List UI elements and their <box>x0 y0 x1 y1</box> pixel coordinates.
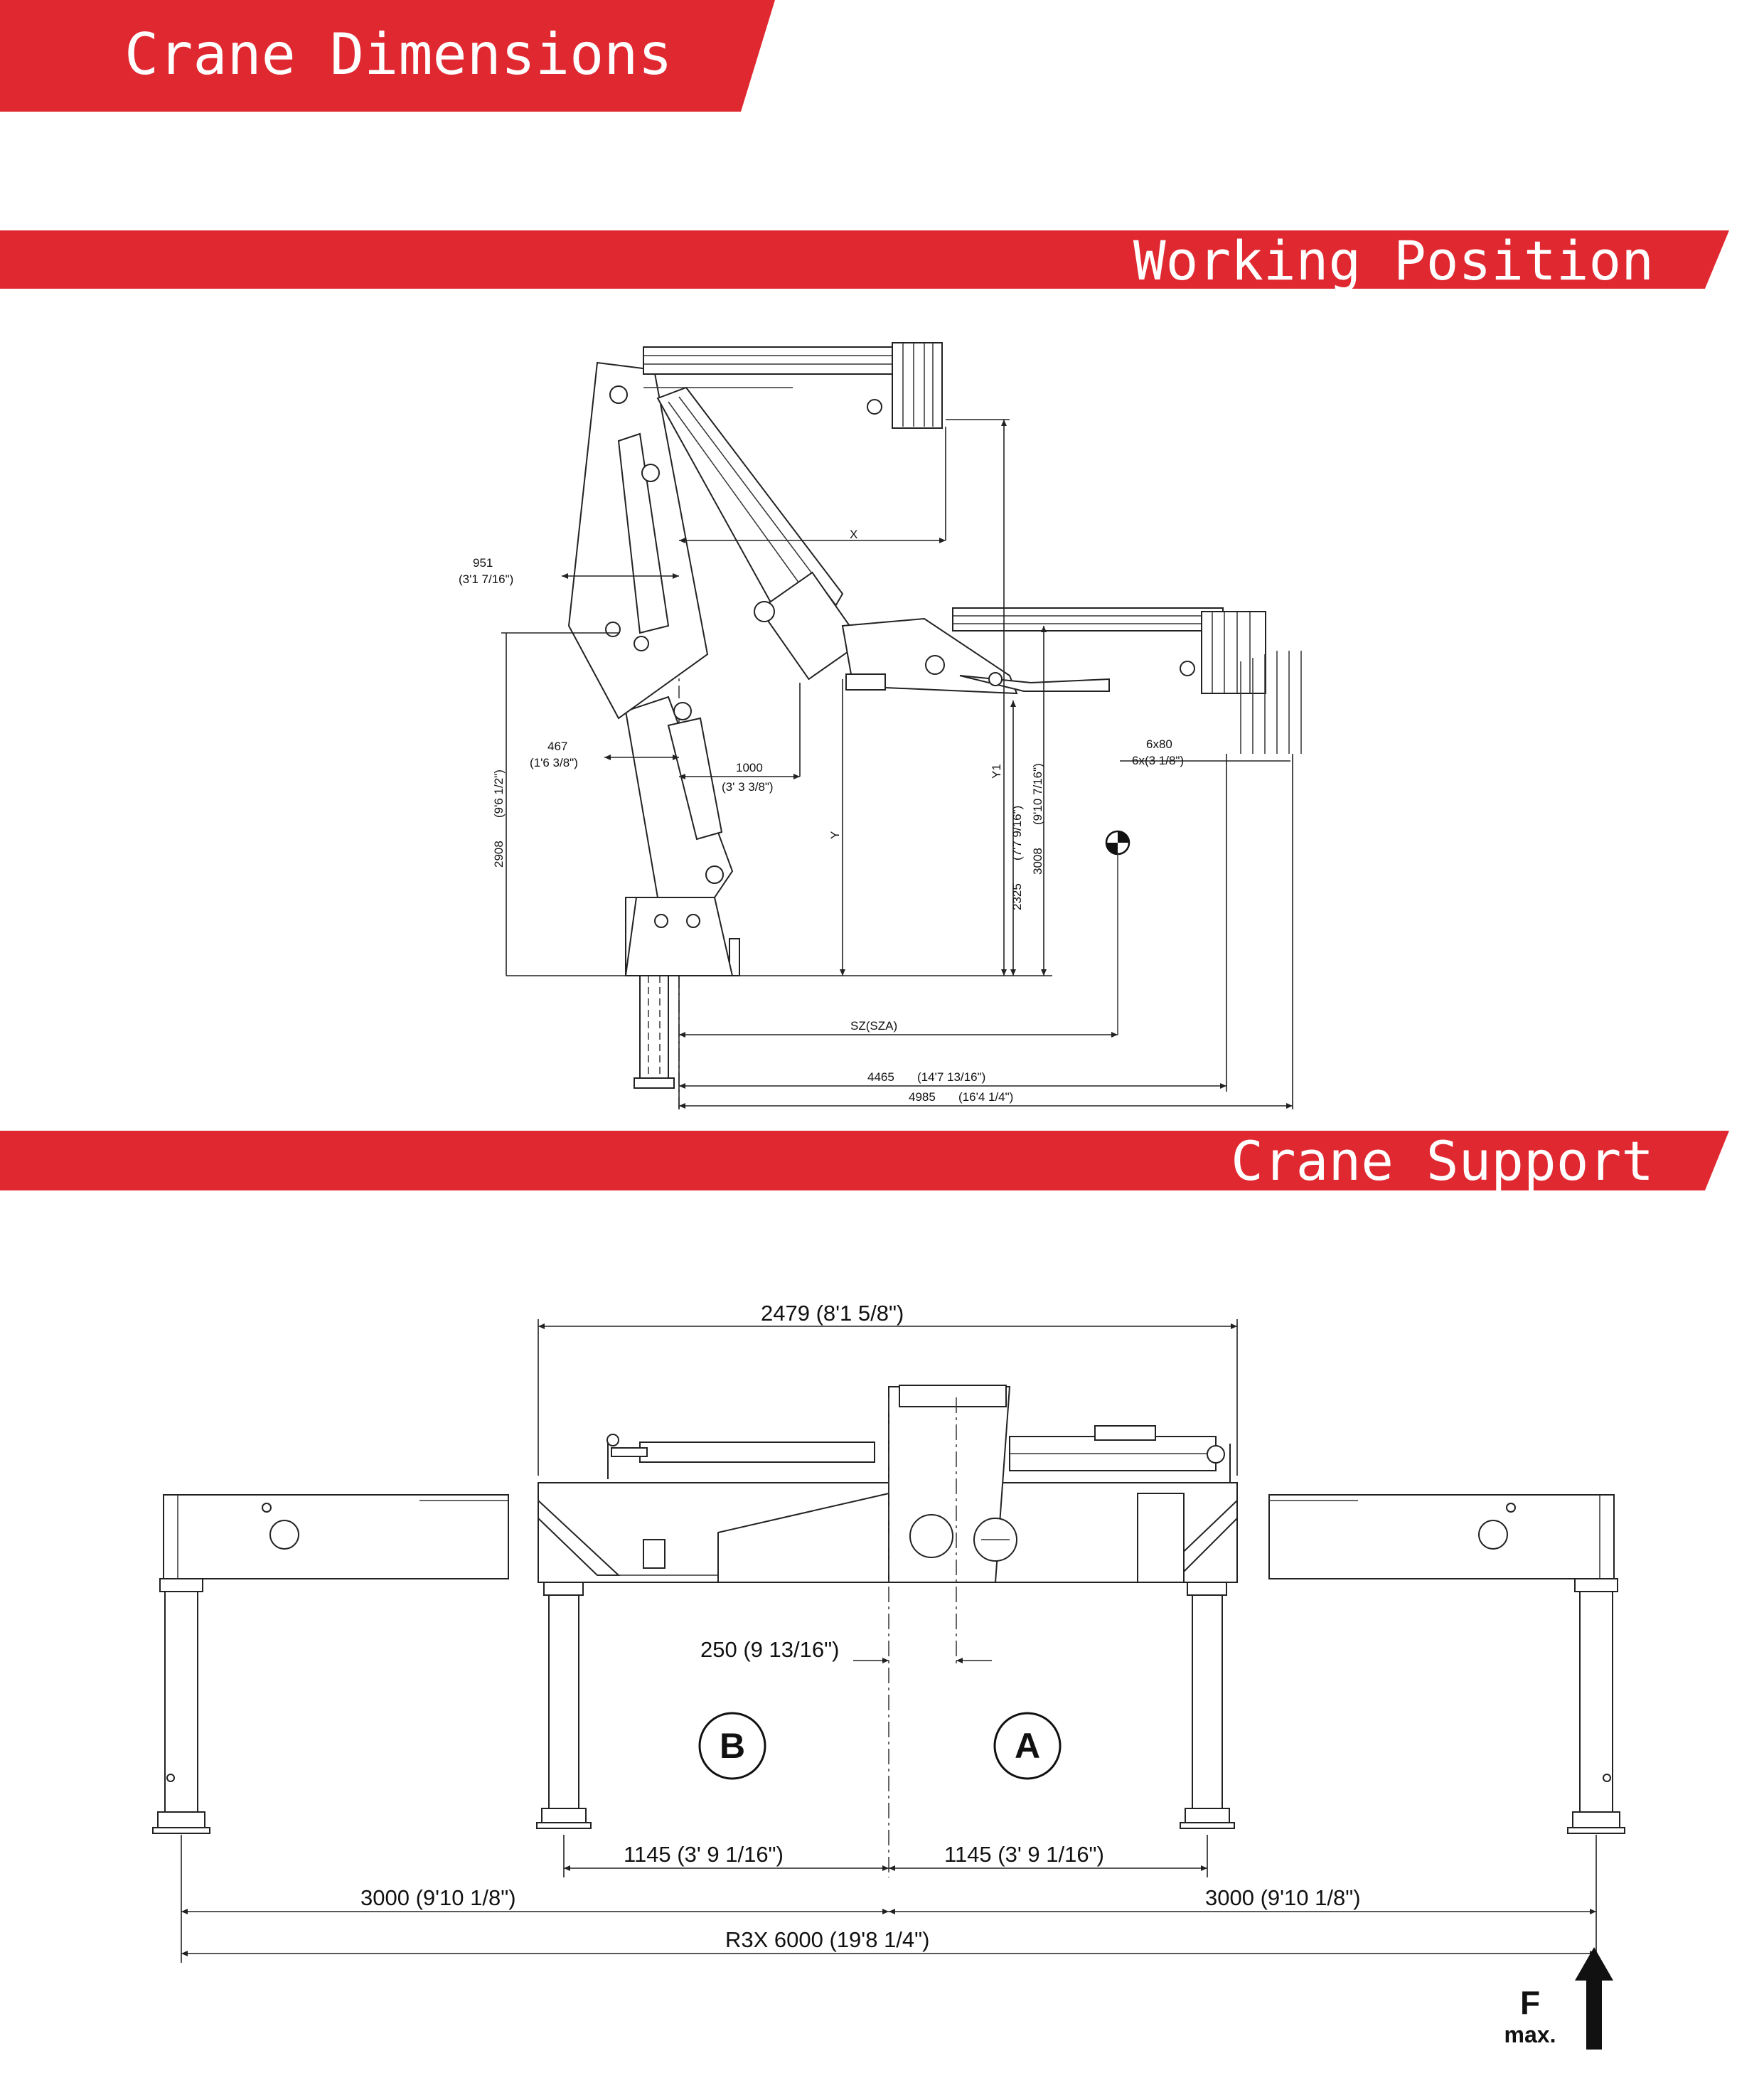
page-title: Crane Dimensions <box>124 21 673 87</box>
dim-4465: 4465 <box>867 1070 894 1084</box>
center-of-gravity-icon <box>1106 831 1129 1035</box>
dim-total-span: R3X 6000 (19'8 1/4") <box>725 1927 930 1952</box>
dim-y1-label: Y1 <box>990 764 1003 779</box>
svg-text:B: B <box>719 1726 746 1766</box>
crane-column <box>626 897 739 1088</box>
dim-x-label: X <box>850 528 858 541</box>
dim-extension: 6x80 <box>1146 737 1172 751</box>
crane-base <box>537 1385 1237 1828</box>
right-outrigger <box>1269 1495 1625 1833</box>
dim-951-inch: (3'1 7/16") <box>459 572 514 586</box>
dim-support-width: 2479 (8'1 5/8") <box>761 1301 904 1326</box>
dim-y-label: Y <box>828 831 842 839</box>
dim-2908-inch: (9'6 1/2") <box>492 769 506 818</box>
dim-sz-label: SZ(SZA) <box>850 1019 898 1033</box>
dim-right-half: 1145 (3' 9 1/16") <box>944 1842 1104 1867</box>
dim-467: 467 <box>547 740 568 753</box>
dim-2325-inch: (7'7 9/16") <box>1010 805 1024 860</box>
dim-4985-inch: (16'4 1/4") <box>958 1090 1014 1104</box>
crane-support-drawing <box>153 1301 1625 2050</box>
dim-offset: 250 (9 13/16") <box>700 1637 840 1662</box>
dim-extension-inch: 6x(3 1/8") <box>1132 754 1185 767</box>
dim-951: 951 <box>473 556 493 570</box>
dim-3008-inch: (9'10 7/16") <box>1031 763 1044 825</box>
zone-a-marker <box>995 1713 1060 1779</box>
dim-2325: 2325 <box>1010 883 1024 910</box>
force-label: F <box>1519 1984 1541 2021</box>
zone-b-marker <box>700 1713 765 1779</box>
dim-1000-inch: (3' 3 3/8") <box>722 780 774 794</box>
dim-right-span: 3000 (9'10 1/8") <box>1205 1885 1361 1910</box>
dim-1000: 1000 <box>736 761 763 774</box>
left-outrigger <box>153 1495 508 1833</box>
force-sub-label: max. <box>1504 2022 1556 2047</box>
dim-467-inch: (1'6 3/8") <box>530 756 578 769</box>
dim-left-span: 3000 (9'10 1/8") <box>360 1885 516 1910</box>
dim-2908: 2908 <box>492 841 506 868</box>
working-position-heading: Working Position <box>1133 229 1654 292</box>
crane-support-heading: Crane Support <box>1231 1129 1654 1193</box>
dim-4985: 4985 <box>909 1090 936 1104</box>
working-position-drawing <box>459 343 1301 1109</box>
dim-left-half: 1145 (3' 9 1/16") <box>624 1842 784 1867</box>
force-arrow-icon <box>1575 1947 1613 2050</box>
dim-4465-inch: (14'7 13/16") <box>917 1070 986 1084</box>
main-boom <box>626 697 732 897</box>
dim-3008: 3008 <box>1031 848 1044 875</box>
svg-text:A: A <box>1014 1726 1041 1766</box>
